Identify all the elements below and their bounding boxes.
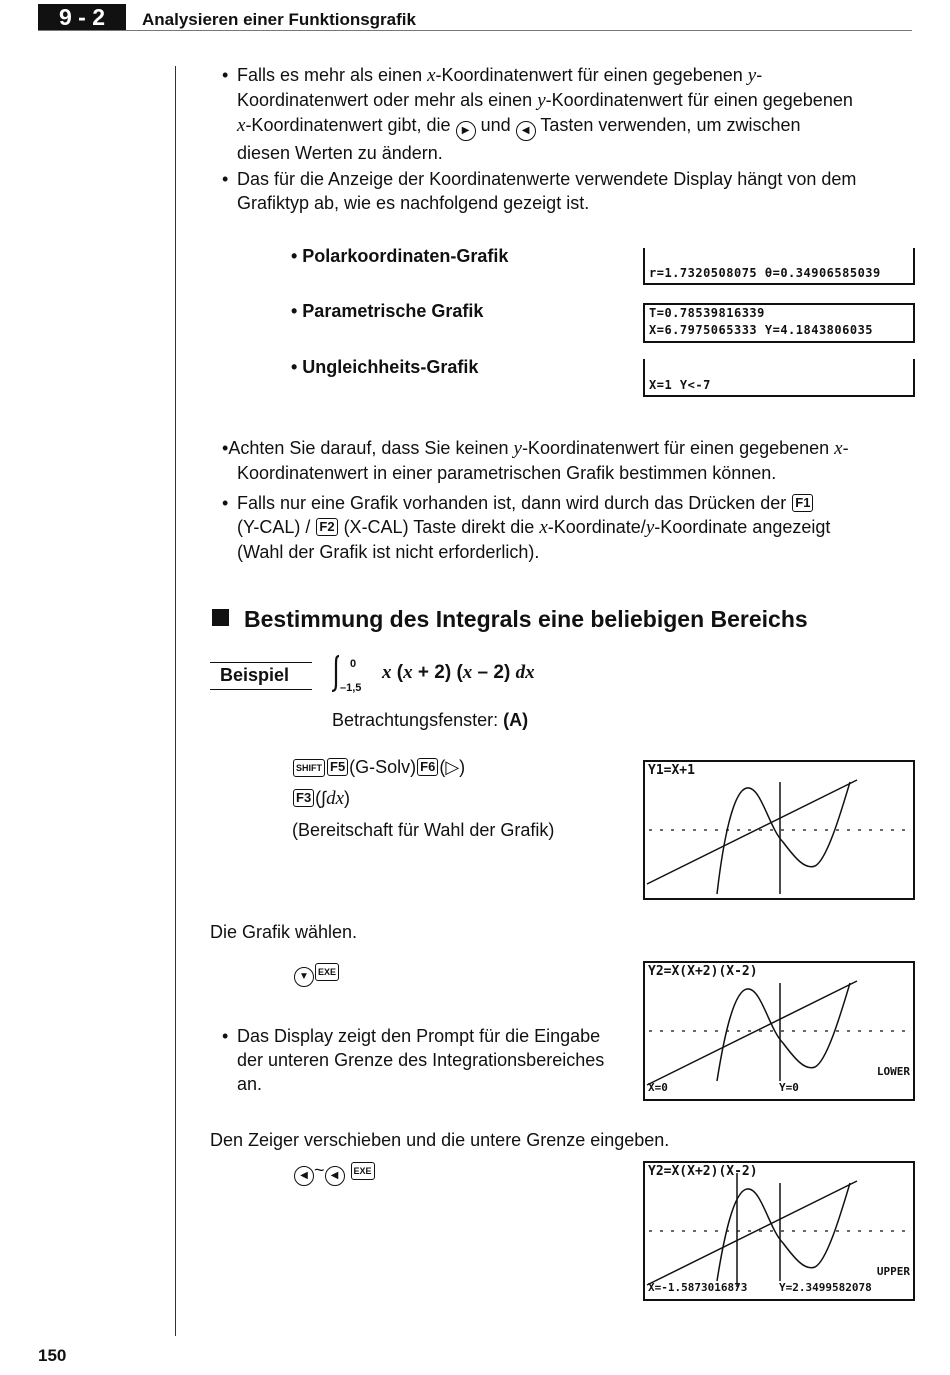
integral-lower-limit: –1,5 (340, 682, 362, 694)
bullet-parametric-note: •Achten Sie darauf, dass Sie keinen y-Koordinatenwert für einen gegebenen x- Koordinatenwert in einer parametrischen Grafik bestimmen können. (222, 438, 849, 483)
chapter-badge: 9 - 2 (38, 4, 126, 31)
graph-screen-1 (643, 760, 915, 900)
f2-key-icon: F2 (316, 518, 337, 536)
f1-key-icon: F1 (792, 494, 813, 512)
step1-integral-key: F3 (∫dx) (292, 786, 350, 811)
screen1-function-label: Y1=X+1 (648, 763, 695, 778)
section-title: Bestimmung des Integrals eine beliebigen Bereichs (244, 606, 808, 632)
screen3-upper-prompt: UPPER (876, 1265, 910, 1278)
graph-1-plot (645, 762, 913, 898)
graph-type-inequality: • Ungleichheits-Grafik (291, 357, 479, 377)
graph-type-parametric: • Parametrische Grafik (291, 301, 484, 321)
margin-rule (175, 66, 176, 1336)
f6-key-icon: F6 (417, 758, 438, 776)
step2-keys (294, 959, 340, 987)
integrand: x (x + 2) (x – 2) dx (382, 662, 535, 683)
left-cursor-key-icon: ◀ (294, 1166, 314, 1186)
step1-keys: SHIFT F5 (G-Solv) F6 (▷) (292, 755, 465, 779)
screen3-x-value: X=-1.5873016873 (648, 1281, 748, 1294)
exe-key-icon: EXE (315, 963, 339, 981)
bullet-display-type: • Das für die Anzeige der Koordinatenwerte verwendete Display hängt von dem Grafiktyp ab, wie es nachfolgend gezeigt ist. (222, 169, 857, 213)
f5-key-icon: F5 (327, 758, 348, 776)
header-rule (38, 30, 912, 31)
view-window: Betrachtungsfenster: (A) (332, 710, 529, 730)
exe-key-icon: EXE (351, 1162, 375, 1180)
screen2-lower-prompt: LOWER (876, 1065, 910, 1078)
polar-coordinate-display: r=1.7320508075 θ=0.34906585039 (643, 248, 915, 285)
screen2-x-value: X=0 (648, 1081, 668, 1094)
graph-screen-3 (643, 1161, 915, 1301)
graph-screen-2 (643, 961, 915, 1101)
bullet-lower-prompt: • Das Display zeigt den Prompt für die Eingabe der unteren Grenze des Integrationsbereiches an. (222, 1026, 605, 1094)
bullet-single-graph: • Falls nur eine Grafik vorhanden ist, dann wird durch das Drücken der F1 (Y-CAL) / F2 (X-CAL) Taste direkt die x-Koordinate/y-Koordinate angezeigt (Wahl der Grafik ist nicht erforderlich). (222, 493, 831, 562)
left-cursor-key-icon: ◀ (516, 121, 536, 141)
graph-type-polar: • Polarkoordinaten-Grafik (291, 246, 509, 266)
bullet-multiple-values: • Falls es mehr als einen x-Koordinatenwert für einen gegebenen y- Koordinatenwert oder mehr als einen y-Koordinatenwert für einen gegebenen x-Koordinatenwert gibt, die ▶ und ◀ Tasten verwenden, um zwischen diesen Werten zu ändern. (222, 65, 853, 163)
down-cursor-key-icon: ▼ (294, 967, 314, 987)
step3-heading: Den Zeiger verschieben und die untere Grenze eingeben. (210, 1130, 670, 1150)
example-label: Beispiel (210, 662, 312, 690)
integral-upper-limit: 0 (350, 658, 357, 670)
section-marker-icon (212, 609, 229, 626)
page-number: 150 (38, 1346, 67, 1365)
graph-2-plot (645, 963, 913, 1099)
step2-heading: Die Grafik wählen. (210, 922, 358, 942)
f3-key-icon: F3 (293, 789, 314, 807)
inequality-coordinate-display: X=1 Y<-7 (643, 359, 915, 397)
left-cursor-key-icon: ◀ (325, 1166, 345, 1186)
screen3-function-label: Y2=X(X+2)(X-2) (648, 1164, 758, 1179)
right-cursor-key-icon: ▶ (456, 121, 476, 141)
graph-3-plot (645, 1163, 913, 1299)
parametric-coordinate-display: T=0.78539816339 X=6.7975065333 Y=4.1843806035 (643, 303, 915, 343)
shift-key-icon: SHIFT (293, 759, 325, 777)
page-header-title: Analysieren einer Funktionsgrafik (142, 10, 416, 29)
step1-note: (Bereitschaft für Wahl der Grafik) (292, 820, 555, 840)
screen2-function-label: Y2=X(X+2)(X-2) (648, 964, 758, 979)
screen2-y-value: Y=0 (779, 1081, 799, 1094)
step3-keys: ◀ ~ ◀ EXE (294, 1158, 376, 1186)
screen3-y-value: Y=2.3499582078 (779, 1281, 872, 1294)
